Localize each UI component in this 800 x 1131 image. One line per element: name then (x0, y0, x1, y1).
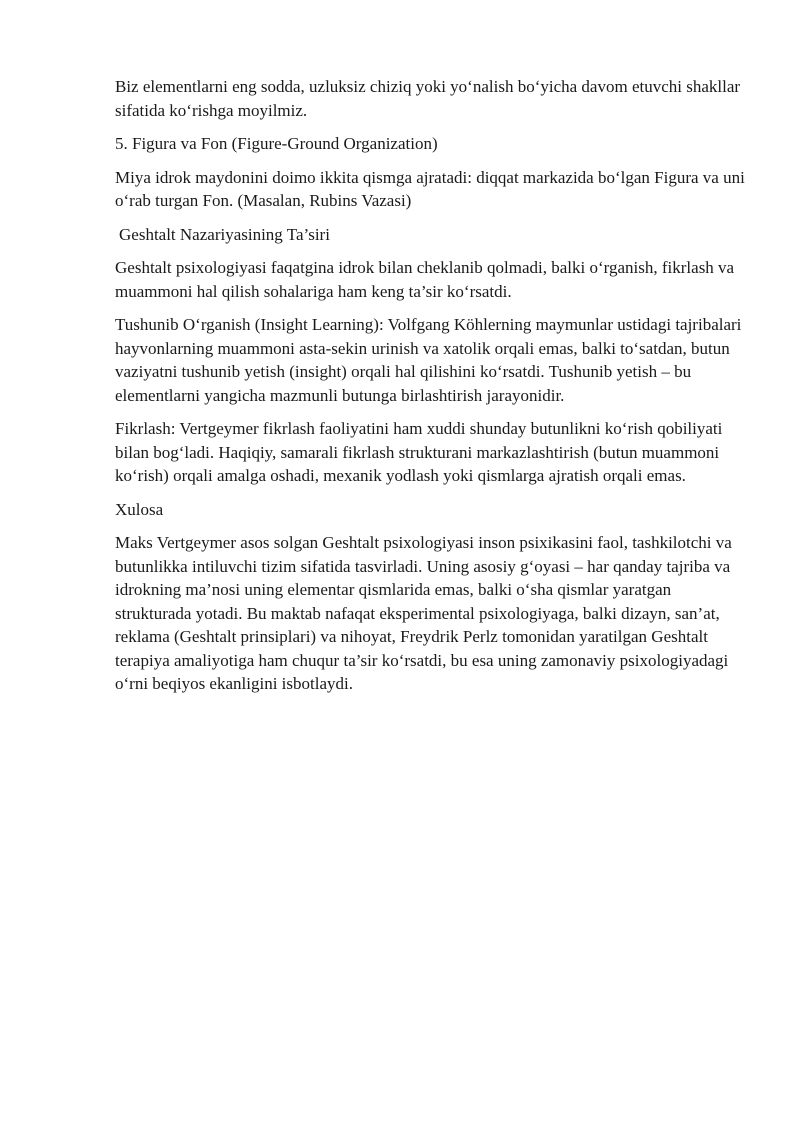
paragraph-insight-learning: Tushunib O‘rganish (Insight Learning): Volfgang Köhlerning maymunlar ustidagi tajribalari hayvonlarning muammoni asta-sekin urinish va xatolik orqali emas, balki to‘satdan, butun vaziyatni tushunib yetish (insight) orqali hal qilishini ko‘rsatdi. Tushunib yetish – bu elementlarni yangicha mazmunli butunga birlashtirish jarayonidir. (115, 315, 742, 405)
paragraph-continuity: Biz elementlarni eng sodda, uzluksiz chiziq yoki yo‘nalish bo‘yicha davom etuvchi shakllar sifatida ko‘rishga moyilmiz. (115, 77, 741, 120)
paragraph-thinking: Fikrlash: Vertgeymer fikrlash faoliyatini ham xuddi shunday butunlikni ko‘rish qobiliyati bilan bog‘ladi. Haqiqiy, samarali fikrlash strukturani markazlashtirish (butun muammoni ko‘rish) orqali amalga oshadi, mexanik yodlash yoki qismlarga ajratish orqali emas. (115, 419, 723, 485)
paragraph-gestalt-influence: Geshtalt psixologiyasi faqatgina idrok bilan cheklanib qolmadi, balki o‘rganish, fikrlash va muammoni hal qilish sohalariga ham keng ta’sir ko‘rsatdi. (115, 258, 735, 301)
heading-figure-ground: 5. Figura va Fon (Figure-Ground Organization) (115, 134, 438, 153)
paragraph-conclusion: Maks Vertgeymer asos solgan Geshtalt psixologiyasi inson psixikasini faol, tashkilotchi va butunlikka intiluvchi tizim sifatida tasvirladi. Uning asosiy g‘oyasi – har qanday tajriba va idrokning ma’nosi uning elementar qismlarida emas, balki o‘sha qismlar yaratgan strukturada yotadi. Bu maktab nafaqat eksperimental psixologiyaga, balki dizayn, san’at, reklama (Geshtalt prinsiplari) va nihoyat, Freydrik Perlz tomonidan yaratilgan Geshtalt terapiya amaliyotiga ham chuqur ta’sir ko‘rsatdi, bu esa uning zamonaviy psixologiyadagi o‘rni beqiyos ekanligini isbotlaydi. (115, 533, 732, 693)
document-page (115, 75, 745, 706)
heading-conclusion: Xulosa (115, 499, 164, 519)
paragraph-figure-ground: Miya idrok maydonini doimo ikkita qismga ajratadi: diqqat markazida bo‘lgan Figura va uni o‘rab turgan Fon. (Masalan, Rubins Vazasi) (115, 167, 745, 210)
heading-gestalt-influence: Geshtalt Nazariyasining Ta’siri (119, 224, 330, 244)
